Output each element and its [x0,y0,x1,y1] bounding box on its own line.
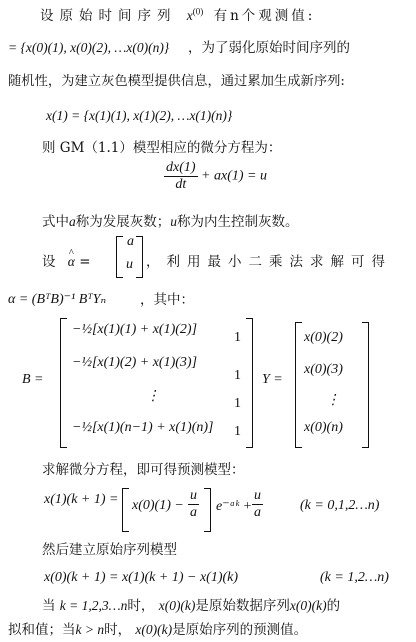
paragraph-coefficients: 式中a称为发展灰数；u称为内生控制灰数。 [42,214,299,230]
ode-rest: + ax(1) = u [201,168,267,184]
ode-fraction: $\frac{dx(1)}{dt}$ [166,160,196,192]
matrix-b-one-2: 1 [234,368,241,383]
pred-left-bracket [122,488,129,532]
matrix-y-left-bracket [295,322,302,448]
least-squares-formula: α = (BᵀB)⁻¹ BᵀYₙ [8,292,107,307]
differential-equation [164,160,267,193]
sequence-x0-after: ，为了弱化原始时间序列的 [188,40,350,56]
pred-bracket-content: x(0)(1) − [132,498,184,513]
matrix-y-row-3: ⋮ [326,393,340,408]
matrix-b-one-1: 1 [234,330,241,345]
paragraph-solve: 求解微分方程，即可得预测模型： [42,462,245,478]
sequence-x1: x(1) = {x(1)(1), x(1)(2), …x(1)(n)} [46,108,233,123]
intro-lead: 设原始时间序列 [40,8,177,24]
paragraph-alpha-def: 设 α ^ = [42,252,91,272]
paragraph-ode-intro: 则 GM（1.1）模型相应的微分方程为： [42,140,282,156]
matrix-b-left-bracket [60,318,67,448]
pred-fraction: $\frac{u}{a}$ [190,488,197,520]
original-model-condition: (k = 1,2…n) [320,570,389,585]
matrix-b-row-2: −½[x(1)(2) + x(1)(3)] [72,355,198,370]
matrix-y-right-bracket [362,322,369,448]
pred-lhs: x(1)(k + 1) = [44,492,119,507]
matrix-b-row-3: ⋮ [146,389,160,404]
alpha-vector-u: u [126,257,133,272]
matrix-y-label: Y = [262,372,283,387]
matrix-b-one-4: 1 [234,424,241,439]
intro-line [40,6,315,26]
paragraph-predict-values: 拟和值；当k > n时， x(0)(k)是原始序列的预测值。 [8,622,308,638]
alpha-vector-right-bracket [136,236,143,278]
matrix-b-one-3: 1 [234,396,241,411]
prediction-equation [44,492,118,508]
pred-fraction-2: $\frac{u}{a}$ [254,488,261,520]
least-squares-after: ，其中： [140,292,194,308]
matrix-b-label: B = [22,372,44,387]
pred-exponential: e⁻ᵃᵏ + [216,499,253,514]
matrix-b-row-4: −½[x(1)(n−1) + x(1)(n)] [72,420,214,435]
paragraph-accumulate: 随机性，为建立灰色模型提供信息，通过累加生成新序列: [8,74,345,89]
alpha-def-tail: ，利用最小二乘法求解可得 [146,254,392,270]
pred-right-bracket [204,488,211,532]
paragraph-fit-values: 当 k = 1,2,3…n时， x(0)(k)是原始数据序列x(0)(k)的 [42,598,341,614]
alpha-hat-symbol: α ^ [68,252,75,272]
matrix-b-right-bracket [246,318,253,448]
original-model-equation: x(0)(k + 1) = x(1)(k + 1) − x(1)(k) [44,570,239,585]
pred-condition: (k = 0,1,2…n) [300,498,380,513]
matrix-y-row-2: x(0)(3) [304,362,343,377]
paragraph-original-model: 然后建立原始序列模型 [42,542,177,558]
matrix-b-row-1: −½[x(1)(1) + x(1)(2)] [72,322,198,337]
intro-tail: 有n个观测值: [213,8,316,24]
alpha-vector-left-bracket [116,236,123,278]
x0-symbol: $x^{(0)}$ [186,6,204,23]
sequence-x0 [8,38,169,58]
sequence-x0-body: = {x(0)(1), x(0)(2), …x(0)(n)} [8,40,170,55]
matrix-y-row-1: x(0)(2) [304,330,343,345]
matrix-y-row-4: x(0)(n) [304,420,343,435]
alpha-vector-a: a [127,234,134,249]
